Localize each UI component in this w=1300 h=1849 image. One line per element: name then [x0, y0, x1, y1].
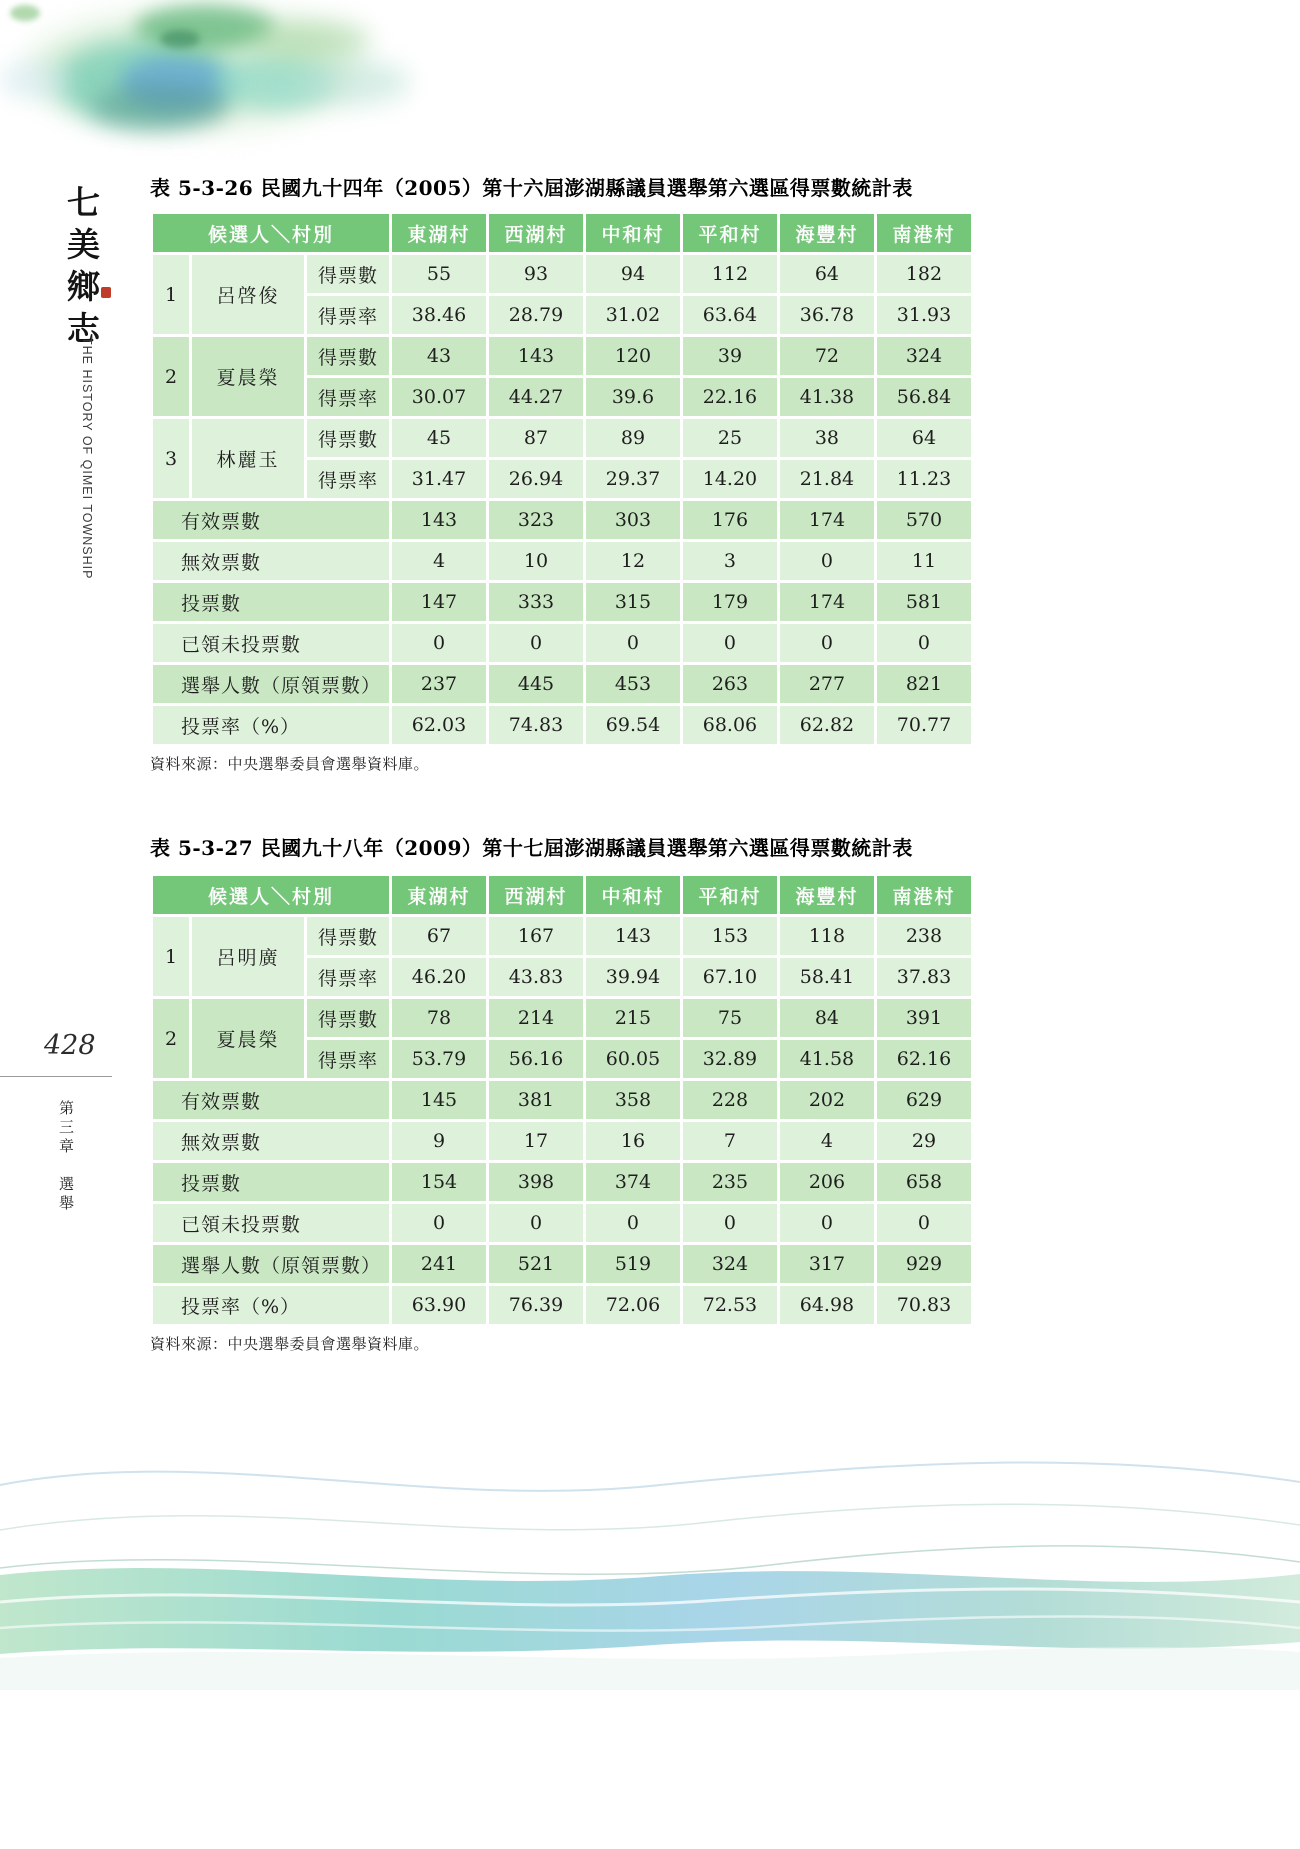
summary-value-cell: 17	[489, 1122, 583, 1160]
summary-value-cell: 12	[586, 542, 680, 580]
candidate-name: 林麗玉	[192, 419, 304, 498]
vote-rate-cell: 37.83	[877, 958, 971, 996]
summary-value-cell: 929	[877, 1245, 971, 1283]
summary-label: 已領未投票數	[153, 1204, 389, 1242]
summary-row	[153, 706, 971, 744]
vote-rate-cell: 43.83	[489, 958, 583, 996]
vote-count-cell: 55	[392, 255, 486, 293]
summary-value-cell: 333	[489, 583, 583, 621]
village-header: 東湖村	[392, 214, 486, 252]
metric-label-rate: 得票率	[307, 378, 389, 416]
summary-value-cell: 241	[392, 1245, 486, 1283]
summary-value-cell: 147	[392, 583, 486, 621]
summary-value-cell: 176	[683, 501, 777, 539]
chapter-label: 第三章 選舉	[57, 1100, 75, 1214]
summary-value-cell: 0	[877, 1204, 971, 1242]
corner-header: 候選人＼村別	[153, 214, 389, 252]
vote-count-cell: 25	[683, 419, 777, 457]
summary-value-cell: 228	[683, 1081, 777, 1119]
summary-row	[153, 1204, 971, 1242]
summary-label: 投票率（%）	[153, 1286, 389, 1324]
metric-label-votes: 得票數	[307, 419, 389, 457]
metric-label-rate: 得票率	[307, 296, 389, 334]
summary-value-cell: 0	[586, 1204, 680, 1242]
vote-count-cell: 215	[586, 999, 680, 1037]
summary-value-cell: 63.90	[392, 1286, 486, 1324]
village-header: 平和村	[683, 876, 777, 914]
vote-rate-cell: 31.02	[586, 296, 680, 334]
summary-label: 選舉人數（原領票數）	[153, 665, 389, 703]
summary-value-cell: 0	[489, 624, 583, 662]
vote-rate-cell: 44.27	[489, 378, 583, 416]
summary-value-cell: 70.77	[877, 706, 971, 744]
summary-value-cell: 358	[586, 1081, 680, 1119]
summary-value-cell: 4	[392, 542, 486, 580]
summary-value-cell: 0	[392, 624, 486, 662]
village-header: 海豐村	[780, 214, 874, 252]
vote-count-cell: 38	[780, 419, 874, 457]
vote-rate-cell: 39.94	[586, 958, 680, 996]
vote-count-cell: 78	[392, 999, 486, 1037]
candidate-name: 夏晨榮	[192, 337, 304, 416]
corner-header: 候選人＼村別	[153, 876, 389, 914]
summary-row	[153, 1286, 971, 1324]
vote-rate-cell: 67.10	[683, 958, 777, 996]
summary-value-cell: 374	[586, 1163, 680, 1201]
candidate-number: 2	[153, 999, 189, 1078]
vote-count-cell: 67	[392, 917, 486, 955]
table-header-row	[153, 214, 971, 252]
summary-value-cell: 16	[586, 1122, 680, 1160]
page-number-rule	[0, 1076, 112, 1077]
metric-label-rate: 得票率	[307, 460, 389, 498]
summary-value-cell: 0	[392, 1204, 486, 1242]
summary-value-cell: 62.03	[392, 706, 486, 744]
summary-value-cell: 4	[780, 1122, 874, 1160]
summary-value-cell: 174	[780, 583, 874, 621]
summary-value-cell: 68.06	[683, 706, 777, 744]
summary-value-cell: 263	[683, 665, 777, 703]
summary-value-cell: 0	[683, 624, 777, 662]
vote-rate-cell: 36.78	[780, 296, 874, 334]
summary-value-cell: 69.54	[586, 706, 680, 744]
summary-value-cell: 143	[392, 501, 486, 539]
summary-value-cell: 70.83	[877, 1286, 971, 1324]
summary-value-cell: 453	[586, 665, 680, 703]
summary-value-cell: 179	[683, 583, 777, 621]
vote-rate-cell: 56.16	[489, 1040, 583, 1078]
summary-value-cell: 3	[683, 542, 777, 580]
summary-value-cell: 303	[586, 501, 680, 539]
metric-label-votes: 得票數	[307, 999, 389, 1037]
summary-label: 無效票數	[153, 542, 389, 580]
summary-value-cell: 72.53	[683, 1286, 777, 1324]
vote-count-cell: 39	[683, 337, 777, 375]
watercolor-blob	[0, 60, 70, 100]
vote-rate-cell: 41.58	[780, 1040, 874, 1078]
election-table-section-2009	[150, 832, 974, 1354]
summary-value-cell: 74.83	[489, 706, 583, 744]
summary-value-cell: 174	[780, 501, 874, 539]
candidate-number: 3	[153, 419, 189, 498]
vote-count-cell: 118	[780, 917, 874, 955]
candidate-votes-row	[153, 419, 971, 457]
candidate-number: 1	[153, 917, 189, 996]
vote-rate-cell: 39.6	[586, 378, 680, 416]
candidate-votes-row	[153, 255, 971, 293]
metric-label-votes: 得票數	[307, 917, 389, 955]
candidate-votes-row	[153, 917, 971, 955]
village-header: 中和村	[586, 214, 680, 252]
table-title-2005: 表 5-3-26 民國九十四年（2005）第十六屆澎湖縣議員選舉第六選區得票數統計表	[150, 176, 913, 200]
vote-count-cell: 238	[877, 917, 971, 955]
election-table-2005	[150, 211, 974, 747]
summary-value-cell: 76.39	[489, 1286, 583, 1324]
vote-rate-cell: 32.89	[683, 1040, 777, 1078]
summary-value-cell: 821	[877, 665, 971, 703]
vote-count-cell: 64	[877, 419, 971, 457]
summary-value-cell: 9	[392, 1122, 486, 1160]
summary-value-cell: 445	[489, 665, 583, 703]
candidate-votes-row	[153, 999, 971, 1037]
vote-count-cell: 43	[392, 337, 486, 375]
summary-row	[153, 542, 971, 580]
summary-value-cell: 64.98	[780, 1286, 874, 1324]
village-header: 平和村	[683, 214, 777, 252]
summary-label: 無效票數	[153, 1122, 389, 1160]
metric-label-rate: 得票率	[307, 1040, 389, 1078]
summary-label: 有效票數	[153, 501, 389, 539]
vote-rate-cell: 58.41	[780, 958, 874, 996]
red-seal-icon	[101, 287, 111, 298]
wave-decoration	[0, 1390, 1300, 1690]
vote-count-cell: 87	[489, 419, 583, 457]
summary-value-cell: 519	[586, 1245, 680, 1283]
vote-rate-cell: 31.47	[392, 460, 486, 498]
vote-rate-cell: 53.79	[392, 1040, 486, 1078]
village-header: 西湖村	[489, 876, 583, 914]
candidate-name: 呂啓俊	[192, 255, 304, 334]
summary-label: 投票數	[153, 1163, 389, 1201]
summary-value-cell: 658	[877, 1163, 971, 1201]
summary-value-cell: 11	[877, 542, 971, 580]
vote-count-cell: 84	[780, 999, 874, 1037]
summary-row	[153, 501, 971, 539]
vote-count-cell: 45	[392, 419, 486, 457]
vote-rate-cell: 28.79	[489, 296, 583, 334]
summary-label: 投票率（%）	[153, 706, 389, 744]
vote-count-cell: 93	[489, 255, 583, 293]
summary-value-cell: 7	[683, 1122, 777, 1160]
summary-label: 已領未投票數	[153, 624, 389, 662]
summary-row	[153, 1122, 971, 1160]
vote-count-cell: 94	[586, 255, 680, 293]
vote-rate-cell: 21.84	[780, 460, 874, 498]
village-header: 南港村	[877, 876, 971, 914]
vote-count-cell: 324	[877, 337, 971, 375]
vote-count-cell: 120	[586, 337, 680, 375]
summary-value-cell: 10	[489, 542, 583, 580]
vote-rate-cell: 62.16	[877, 1040, 971, 1078]
candidate-votes-row	[153, 337, 971, 375]
book-title-calligraphy: 七美鄉志	[62, 185, 101, 353]
summary-value-cell: 237	[392, 665, 486, 703]
main-content	[150, 0, 974, 1354]
summary-value-cell: 0	[683, 1204, 777, 1242]
vote-count-cell: 64	[780, 255, 874, 293]
vote-count-cell: 143	[586, 917, 680, 955]
vote-rate-cell: 29.37	[586, 460, 680, 498]
summary-value-cell: 323	[489, 501, 583, 539]
summary-value-cell: 629	[877, 1081, 971, 1119]
summary-row	[153, 583, 971, 621]
summary-value-cell: 202	[780, 1081, 874, 1119]
summary-value-cell: 521	[489, 1245, 583, 1283]
vote-rate-cell: 22.16	[683, 378, 777, 416]
summary-value-cell: 0	[877, 624, 971, 662]
vote-count-cell: 167	[489, 917, 583, 955]
summary-row	[153, 1245, 971, 1283]
election-table-2009	[150, 873, 974, 1327]
table-title-2009: 表 5-3-27 民國九十八年（2009）第十七屆澎湖縣議員選舉第六選區得票數統計表	[150, 836, 913, 860]
page-number: 428	[44, 1030, 96, 1061]
summary-value-cell: 324	[683, 1245, 777, 1283]
vote-rate-cell: 60.05	[586, 1040, 680, 1078]
metric-label-rate: 得票率	[307, 958, 389, 996]
vote-rate-cell: 56.84	[877, 378, 971, 416]
vote-rate-cell: 11.23	[877, 460, 971, 498]
village-header: 西湖村	[489, 214, 583, 252]
summary-value-cell: 581	[877, 583, 971, 621]
summary-row	[153, 1081, 971, 1119]
table-header-row	[153, 876, 971, 914]
vote-count-cell: 153	[683, 917, 777, 955]
village-header: 東湖村	[392, 876, 486, 914]
vote-rate-cell: 46.20	[392, 958, 486, 996]
summary-value-cell: 317	[780, 1245, 874, 1283]
book-title-english: THE HISTORY OF QIMEI TOWNSHIP	[80, 337, 94, 580]
candidate-number: 2	[153, 337, 189, 416]
candidate-number: 1	[153, 255, 189, 334]
summary-row	[153, 624, 971, 662]
summary-row	[153, 665, 971, 703]
summary-value-cell: 0	[780, 624, 874, 662]
summary-value-cell: 315	[586, 583, 680, 621]
vote-count-cell: 72	[780, 337, 874, 375]
vote-count-cell: 391	[877, 999, 971, 1037]
vote-rate-cell: 30.07	[392, 378, 486, 416]
source-note-2005: 資料來源：中央選舉委員會選舉資料庫。	[150, 755, 430, 773]
metric-label-votes: 得票數	[307, 255, 389, 293]
watercolor-blob	[10, 5, 40, 21]
vote-rate-cell: 63.64	[683, 296, 777, 334]
summary-value-cell: 206	[780, 1163, 874, 1201]
village-header: 海豐村	[780, 876, 874, 914]
metric-label-votes: 得票數	[307, 337, 389, 375]
summary-value-cell: 277	[780, 665, 874, 703]
summary-value-cell: 0	[586, 624, 680, 662]
summary-label: 有效票數	[153, 1081, 389, 1119]
source-note-2009: 資料來源：中央選舉委員會選舉資料庫。	[150, 1335, 430, 1353]
vote-rate-cell: 38.46	[392, 296, 486, 334]
summary-value-cell: 235	[683, 1163, 777, 1201]
summary-value-cell: 381	[489, 1081, 583, 1119]
vote-rate-cell: 14.20	[683, 460, 777, 498]
vote-count-cell: 112	[683, 255, 777, 293]
vote-count-cell: 143	[489, 337, 583, 375]
summary-value-cell: 0	[780, 542, 874, 580]
summary-value-cell: 570	[877, 501, 971, 539]
summary-value-cell: 0	[489, 1204, 583, 1242]
summary-value-cell: 29	[877, 1122, 971, 1160]
vote-count-cell: 214	[489, 999, 583, 1037]
summary-label: 投票數	[153, 583, 389, 621]
summary-row	[153, 1163, 971, 1201]
election-table-section-2005	[150, 172, 974, 774]
summary-value-cell: 154	[392, 1163, 486, 1201]
summary-value-cell: 62.82	[780, 706, 874, 744]
vote-count-cell: 89	[586, 419, 680, 457]
vote-count-cell: 182	[877, 255, 971, 293]
vote-rate-cell: 41.38	[780, 378, 874, 416]
vote-rate-cell: 26.94	[489, 460, 583, 498]
vote-count-cell: 75	[683, 999, 777, 1037]
summary-value-cell: 0	[780, 1204, 874, 1242]
summary-value-cell: 72.06	[586, 1286, 680, 1324]
summary-value-cell: 145	[392, 1081, 486, 1119]
village-header: 中和村	[586, 876, 680, 914]
candidate-name: 呂明廣	[192, 917, 304, 996]
candidate-name: 夏晨榮	[192, 999, 304, 1078]
village-header: 南港村	[877, 214, 971, 252]
summary-value-cell: 398	[489, 1163, 583, 1201]
summary-label: 選舉人數（原領票數）	[153, 1245, 389, 1283]
vote-rate-cell: 31.93	[877, 296, 971, 334]
